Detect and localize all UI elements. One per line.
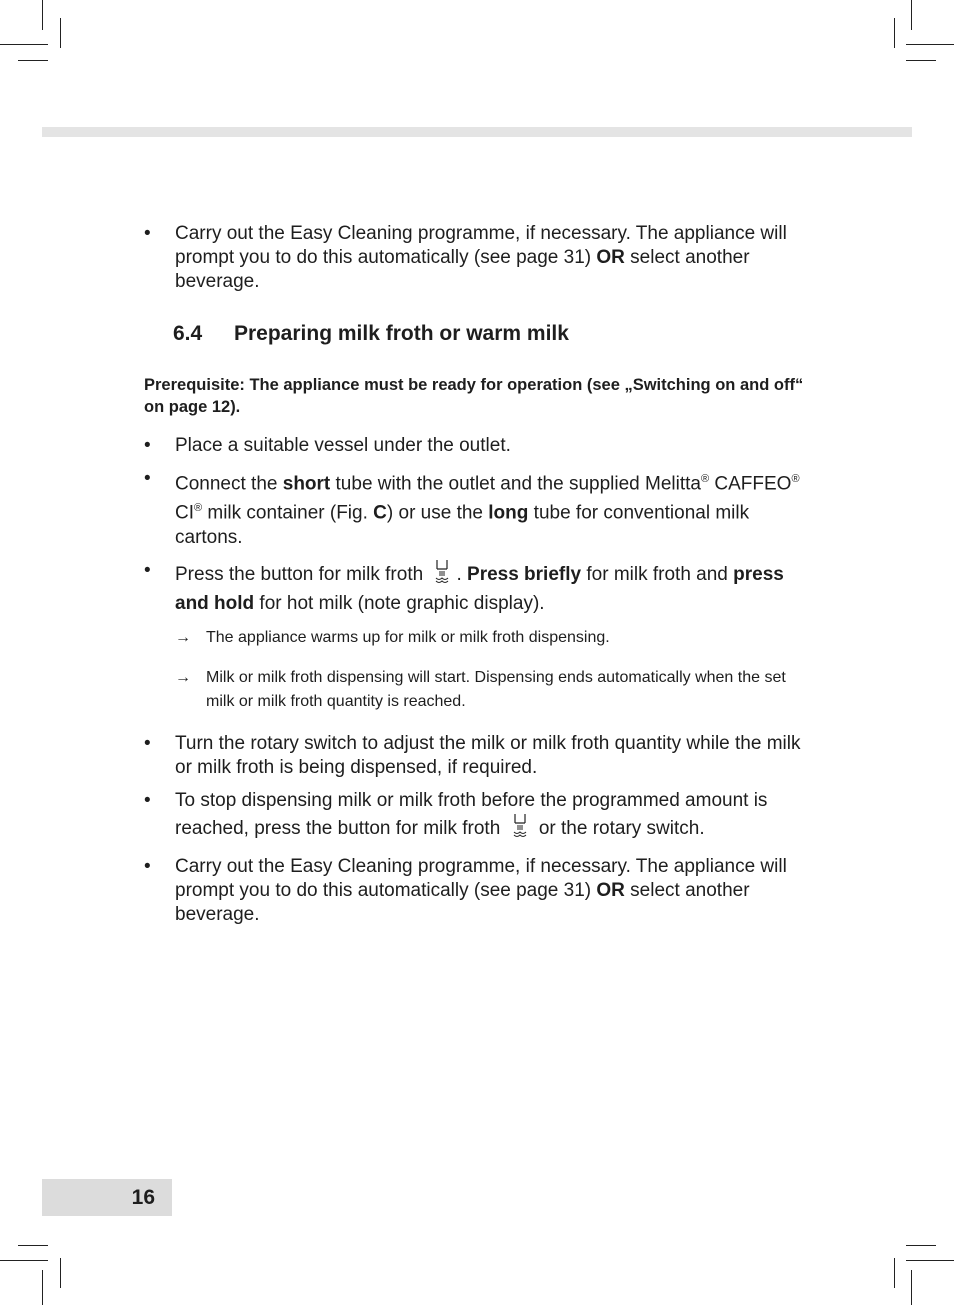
text: Turn the rotary switch to adjust the milk or milk froth quantity while the milk or milk froth is being dispensed, if required. bbox=[175, 732, 801, 778]
emphasis: press and hold bbox=[175, 563, 784, 614]
text: Place a suitable vessel under the outlet. bbox=[175, 435, 511, 456]
text: . bbox=[456, 563, 468, 585]
crop-mark bbox=[18, 60, 48, 61]
bullet: • bbox=[144, 223, 151, 244]
bullet: • bbox=[144, 435, 151, 456]
text: The appliance warms up for milk or milk froth dispensing. bbox=[206, 628, 610, 646]
section-number: 6.4 bbox=[173, 322, 203, 345]
registered-mark: ® bbox=[791, 473, 800, 485]
section-title: Preparing milk froth or warm milk bbox=[234, 322, 569, 345]
crop-mark bbox=[906, 60, 936, 61]
bullet: • bbox=[144, 855, 151, 877]
text: CI bbox=[175, 502, 194, 524]
text: select another beverage. bbox=[175, 879, 750, 925]
milk-froth-icon bbox=[434, 559, 450, 592]
crop-mark bbox=[0, 1260, 48, 1261]
emphasis: Press briefly bbox=[467, 563, 582, 585]
arrow: → bbox=[175, 628, 191, 646]
result-item bbox=[144, 666, 804, 714]
crop-mark bbox=[906, 44, 954, 45]
crop-mark bbox=[0, 44, 48, 45]
bullet: • bbox=[144, 468, 151, 489]
milk-froth-icon bbox=[512, 813, 528, 846]
text: Press the button for milk froth bbox=[175, 563, 424, 585]
crop-mark bbox=[60, 18, 61, 48]
crop-mark bbox=[906, 1260, 954, 1261]
page-content bbox=[144, 222, 804, 936]
step-item bbox=[144, 732, 804, 780]
emphasis: long bbox=[488, 502, 529, 524]
emphasis: OR bbox=[596, 879, 625, 901]
emphasis: OR bbox=[596, 247, 625, 268]
bullet: • bbox=[144, 732, 151, 754]
registered-mark: ® bbox=[194, 502, 203, 515]
text: for hot milk (note graphic display). bbox=[254, 592, 545, 614]
emphasis: C bbox=[373, 502, 387, 524]
section-heading bbox=[173, 322, 804, 346]
crop-mark bbox=[18, 1245, 48, 1246]
step-item bbox=[144, 855, 804, 927]
bullet: • bbox=[144, 559, 151, 581]
crop-mark bbox=[894, 1258, 895, 1288]
text: Milk or milk froth dispensing will start. Dispensing ends automatically when the set milk or milk froth quantity is reached. bbox=[206, 668, 786, 710]
text: Connect the bbox=[175, 473, 283, 495]
intro-bullet bbox=[144, 222, 804, 294]
step-item bbox=[144, 559, 804, 616]
arrow: → bbox=[175, 668, 191, 686]
step-item bbox=[144, 789, 804, 846]
crop-mark bbox=[60, 1258, 61, 1288]
crop-mark bbox=[911, 0, 912, 30]
text: tube for conventional milk cartons. bbox=[175, 502, 750, 548]
registered-mark: ® bbox=[701, 473, 710, 485]
text: select another beverage. bbox=[175, 247, 750, 292]
text: milk container (Fig. bbox=[202, 502, 374, 524]
step-item bbox=[144, 467, 804, 550]
text: Carry out the Easy Cleaning programme, if necessary. The appliance will prompt you to do this automatically (see page 31) bbox=[175, 855, 787, 901]
text: or the rotary switch. bbox=[538, 817, 705, 839]
text: To stop dispensing milk or milk froth before the programmed amount is reached, press the button for milk froth bbox=[175, 789, 768, 839]
text: Carry out the Easy Cleaning programme, if necessary. The appliance will prompt you to do this automatically (see page 31) bbox=[175, 223, 787, 268]
header-bar bbox=[42, 127, 912, 137]
text: ) or use the bbox=[386, 502, 489, 524]
bullet: • bbox=[144, 789, 151, 811]
page-number-box bbox=[42, 1179, 172, 1216]
emphasis: short bbox=[282, 473, 331, 495]
prerequisite: Prerequisite: The appliance must be ready for operation (see „Switching on and off“ on page 12). bbox=[144, 376, 804, 416]
result-item bbox=[144, 626, 804, 650]
crop-mark bbox=[911, 1270, 912, 1305]
step-item bbox=[144, 434, 804, 458]
page-number: 16 bbox=[131, 1186, 155, 1209]
crop-mark bbox=[42, 1270, 43, 1305]
text: CAFFEO bbox=[709, 473, 792, 495]
crop-mark bbox=[894, 18, 895, 48]
text: tube with the outlet and the supplied Melitta bbox=[330, 473, 701, 495]
text: for milk froth and bbox=[581, 563, 734, 585]
crop-mark bbox=[42, 0, 43, 30]
crop-mark bbox=[906, 1245, 936, 1246]
